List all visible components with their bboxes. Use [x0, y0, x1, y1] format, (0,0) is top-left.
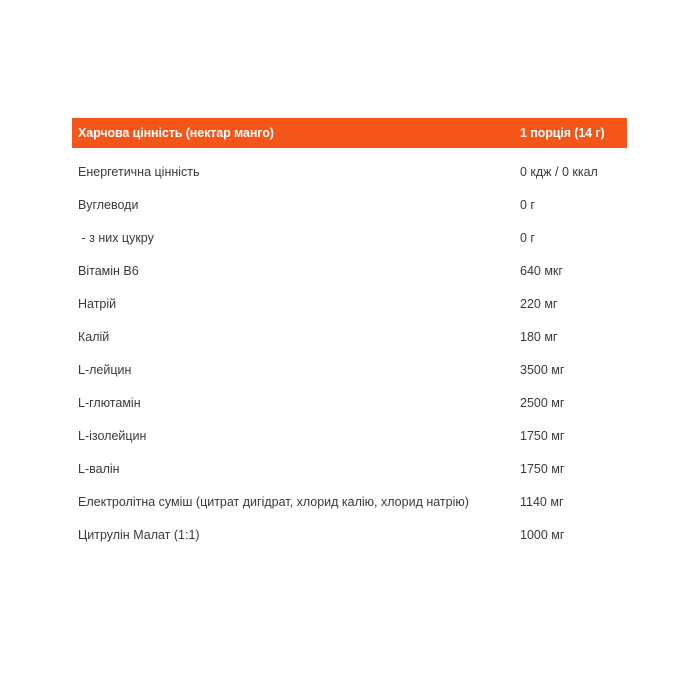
- nutrient-value: 1750 мг: [520, 429, 565, 443]
- nutrient-name: Цитрулін Малат (1:1): [78, 528, 200, 542]
- table-row: [72, 189, 627, 222]
- nutrient-value: 0 кдж / 0 ккал: [520, 165, 598, 179]
- nutrition-facts-table: [72, 118, 627, 552]
- nutrient-name: - з них цукру: [78, 231, 154, 245]
- nutrient-value: 180 мг: [520, 330, 558, 344]
- nutrient-value: 640 мкг: [520, 264, 563, 278]
- nutrient-value: 0 г: [520, 231, 535, 245]
- table-header-row: [72, 118, 627, 148]
- table-row: [72, 156, 627, 189]
- nutrient-name: L-ізолейцин: [78, 429, 147, 443]
- nutrient-name: Енергетична цінність: [78, 165, 200, 179]
- table-row: [72, 453, 627, 486]
- table-row: [72, 354, 627, 387]
- table-row: [72, 420, 627, 453]
- table-header-serving-size: 1 порція (14 г): [520, 125, 605, 140]
- nutrient-value: 0 г: [520, 198, 535, 212]
- nutrient-name: Вітамін B6: [78, 264, 139, 278]
- nutrient-value: 2500 мг: [520, 396, 565, 410]
- table-row: [72, 255, 627, 288]
- nutrient-value: 220 мг: [520, 297, 558, 311]
- nutrient-name: Електролітна суміш (цитрат дигідрат, хлорид калію, хлорид натрію): [78, 495, 469, 509]
- nutrient-name: Калій: [78, 330, 110, 344]
- table-row: [72, 222, 627, 255]
- nutrient-name: L-лейцин: [78, 363, 132, 377]
- nutrient-value: 1750 мг: [520, 462, 565, 476]
- table-body: [72, 148, 627, 552]
- table-header-label: Харчова цінність (нектар манго): [78, 125, 274, 140]
- table-row: [72, 321, 627, 354]
- table-row: [72, 387, 627, 420]
- table-row: [72, 519, 627, 552]
- table-row: [72, 486, 627, 519]
- nutrient-value: 3500 мг: [520, 363, 565, 377]
- nutrient-name: Вуглеводи: [78, 198, 139, 212]
- table-row: [72, 288, 627, 321]
- nutrient-name: L-глютамін: [78, 396, 141, 410]
- nutrient-value: 1000 мг: [520, 528, 565, 542]
- nutrient-name: L-валін: [78, 462, 120, 476]
- nutrient-value: 1140 мг: [520, 495, 564, 509]
- nutrient-name: Натрій: [78, 297, 117, 311]
